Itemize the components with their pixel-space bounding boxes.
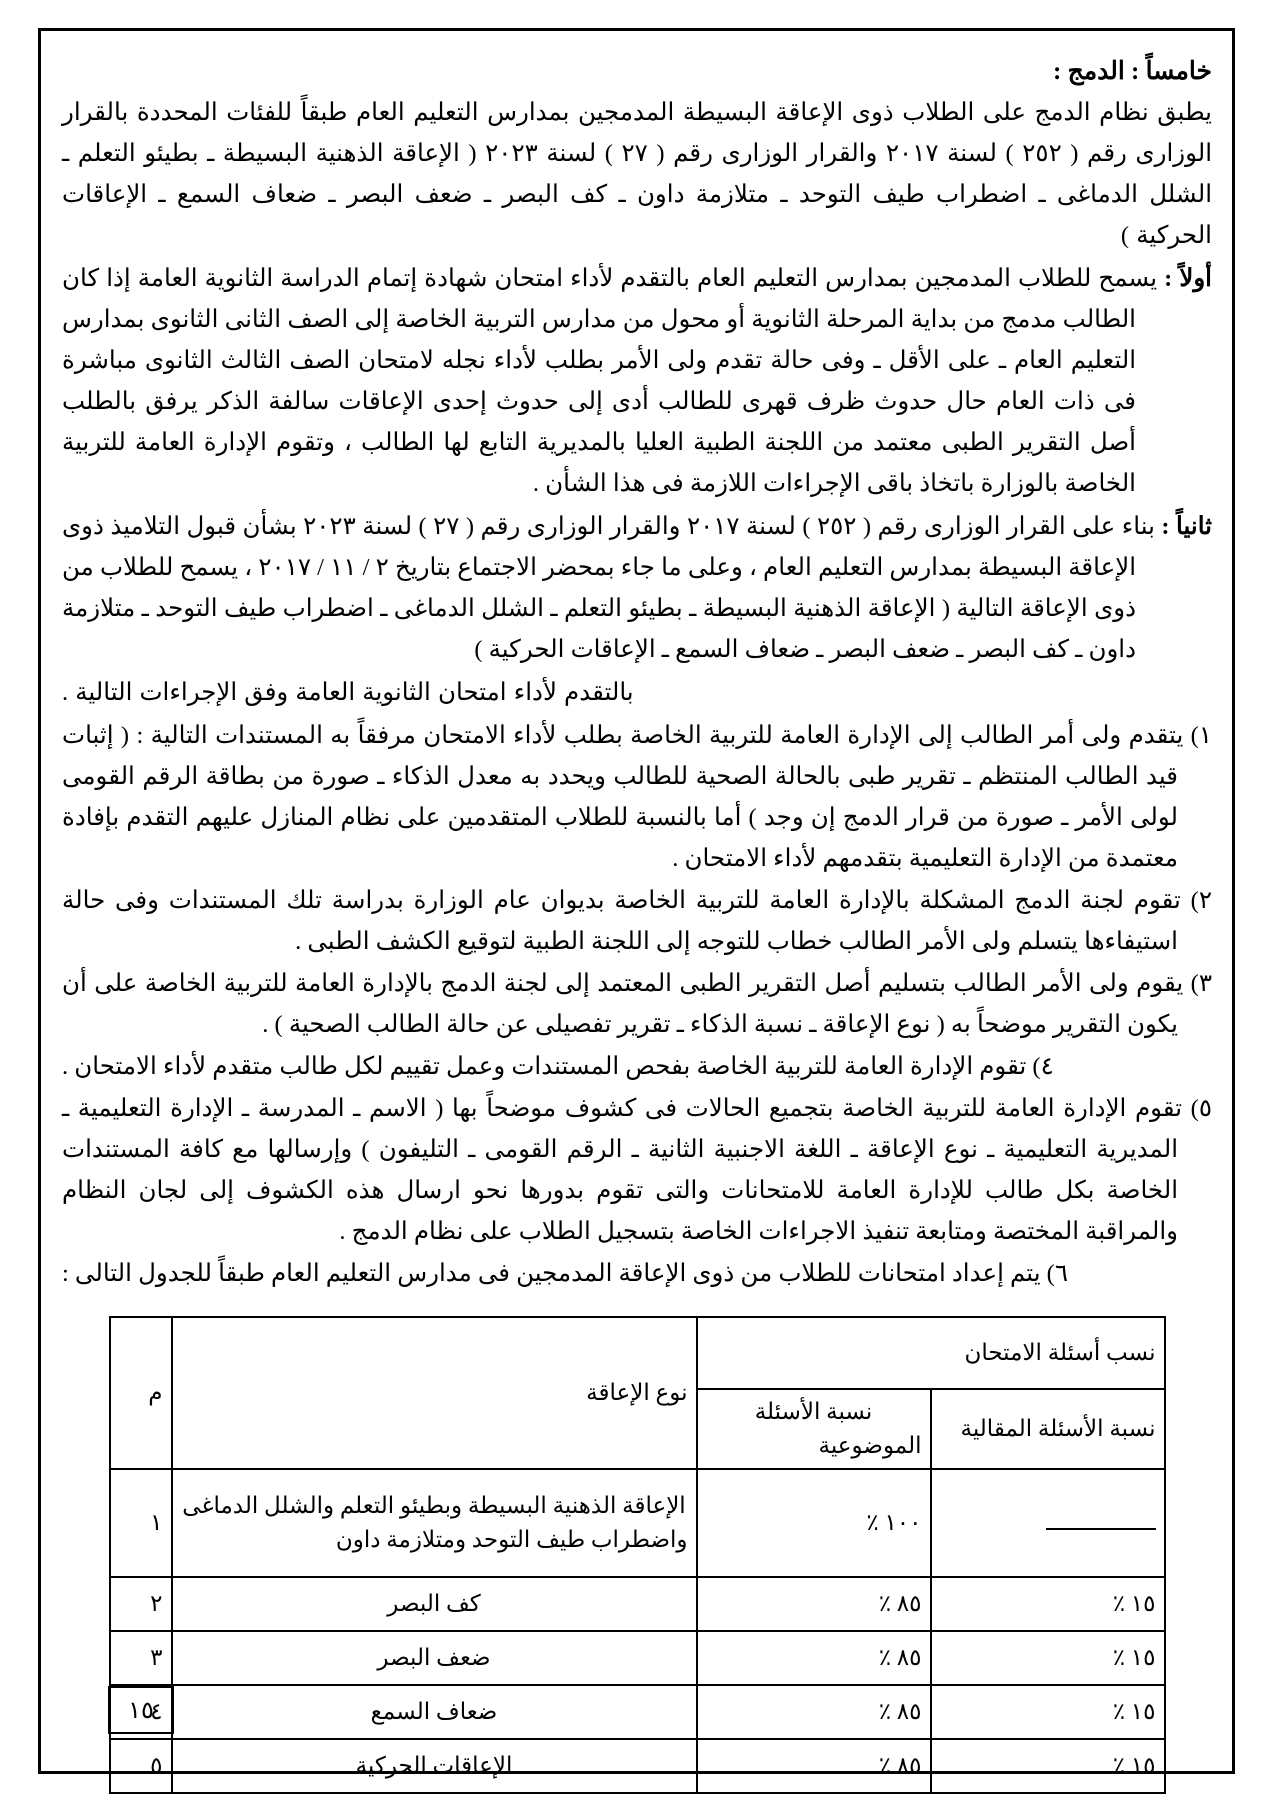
page-number: ١٥ [108,1686,174,1734]
cell-essay-ratio: ١٥ ٪ [931,1685,1165,1739]
cell-serial: ٢ [110,1577,172,1631]
list-number-1: ١) [1190,722,1212,749]
list-text-4: تقوم الإدارة العامة للتربية الخاصة بفحص المستندات وعمل تقييم لكل طالب متقدم لأداء الامتحان . [62,1053,1027,1080]
cell-essay-ratio: ١٥ ٪ [931,1631,1165,1685]
intro-paragraph: يطبق نظام الدمج على الطلاب ذوى الإعاقة البسيطة المدمجين بمدارس التعليم العام طبقاً للفئات المحددة بالقرار الوزارى رقم ( ٢٥٢ ) لسنة ٢٠١٧ والقرار الوزارى رقم ( ٢٧ ) لسنة ٢٠٢٣ ( الإعاقة الذهنية البسيطة ـ بطيئو التعلم ـ الشلل الدماغى ـ اضطراب طيف التوحد ـ متلازمة داون ـ كف البصر ـ ضعف البصر ـ ضعاف السمع ـ الإعاقات الحركية ) [62,99,1213,249]
list-text-6: يتم إعداد امتحانات للطلاب من ذوى الإعاقة المدمجين فى مدارس التعليم العام طبقاً للجدول التالى : [62,1260,1041,1287]
clause-thaniyan [62,506,1212,670]
cell-disability-type: كف البصر [172,1577,697,1631]
list-item-2 [62,880,1212,962]
cell-objective-ratio: ١٠٠ ٪ [697,1469,931,1577]
clause-label-thaniyan: ثانياً : [1161,513,1212,540]
table-header-row-top [110,1317,1165,1389]
procedures-lead: بالتقدم لأداء امتحان الثانوية العامة وفق الإجراءات التالية . [62,679,634,706]
cell-disability-type: ضعف البصر [172,1631,697,1685]
cell-objective-ratio: ٨٥ ٪ [697,1685,931,1739]
header-essay-ratio: نسبة الأسئلة المقالية [931,1389,1165,1469]
cell-objective-ratio: ٨٥ ٪ [697,1739,931,1793]
list-item-3 [62,963,1212,1045]
table-row [110,1739,1165,1793]
dash-icon [1046,1511,1156,1530]
header-disability-type: نوع الإعاقة [172,1317,697,1469]
clause-text-awwalan: يسمح للطلاب المدمجين بمدارس التعليم العام بالتقدم لأداء امتحان شهادة إتمام الدراسة الثانوية العامة إذا كان الطالب مدمج من بداية المرحلة الثانوية أو محول من مدارس التربية الخاصة إلى الصف الثانى الثانوى بمدارس التعليم العام ـ على الأقل ـ وفى حالة تقدم ولى الأمر بطلب لأداء نجله لامتحان الصف الثالث الثانوى مباشرة فى ذات العام حال حدوث ظرف قهرى للطالب أدى إلى حدوث إحدى الإعاقات سالفة الذكر يرفق بالطلب أصل التقرير الطبى معتمد من اللجنة الطبية العليا بالمديرية التابع لها الطالب ، وتقوم الإدارة العامة للتربية الخاصة بالوزارة باتخاذ باقى الإجراءات اللازمة فى هذا الشأن . [62,265,1158,497]
list-item-1 [62,715,1212,879]
list-number-6: ٦) [1046,1260,1068,1287]
cell-objective-ratio: ٨٥ ٪ [697,1577,931,1631]
list-text-3: يقوم ولى الأمر الطالب بتسليم أصل التقرير الطبى المعتمد إلى لجنة الدمج بالإدارة العامة للتربية الخاصة على أن يكون التقرير موضحاً به ( نوع الإعاقة ـ نسبة الذكاء ـ تقرير تفصيلى عن حالة الطالب الصحية ) . [62,970,1184,1038]
list-text-1: يتقدم ولى أمر الطالب إلى الإدارة العامة للتربية الخاصة بطلب لأداء الامتحان مرفقاً به المستندات التالية : ( إثبات قيد الطالب المنتظم ـ تقرير طبى بالحالة الصحية للطالب ويحدد به معدل الذكاء ـ صورة من بطاقة الرقم القومى لولى الأمر ـ صورة من قرار الدمج إن وجد ) أما بالنسبة للطلاب المتقدمين على نظام المنازل عليهم التقدم بإفادة معتمدة من الإدارة التعليمية بتقدمهم لأداء الامتحان . [62,722,1184,872]
document-content [62,56,1212,1794]
list-number-4: ٤) [1032,1053,1054,1080]
list-item-6 [62,1253,1212,1294]
table-row [110,1631,1165,1685]
header-objective-ratio: نسبة الأسئلة الموضوعية [697,1389,931,1469]
list-item-5 [62,1088,1212,1252]
cell-serial: ٥ [110,1739,172,1793]
table-container [62,1316,1212,1794]
cell-disability-type: ضعاف السمع [172,1685,697,1739]
clause-text-thaniyan: بناء على القرار الوزارى رقم ( ٢٥٢ ) لسنة ٢٠١٧ والقرار الوزارى رقم ( ٢٧ ) لسنة ٢٠٢٣ بشأن قبول التلاميذ ذوى الإعاقة البسيطة بمدارس التعليم العام ، وعلى ما جاء بمحضر الاجتماع بتاريخ ٢ / ١١ / ٢٠١٧ ، يسمح للطلاب من ذوى الإعاقة التالية ( الإعاقة الذهنية البسيطة ـ بطيئو التعلم ـ الشلل الدماغى ـ اضطراب طيف التوحد ـ متلازمة داون ـ كف البصر ـ ضعف البصر ـ ضعاف السمع ـ الإعاقات الحركية ) [62,513,1155,663]
list-text-5: تقوم الإدارة العامة للتربية الخاصة بتجميع الحالات فى كشوف موضحاً بها ( الاسم ـ المدرسة ـ الإدارة التعليمية ـ المديرية التعليمية ـ نوع الإعاقة ـ اللغة الاجنبية الثانية ـ الرقم القومى ـ التليفون ) وإرسالها مع كافة المستندات الخاصة بكل طالب للإدارة العامة للامتحانات والتى تقوم بدورها نحو ارسال هذه الكشوف إلى لجان النظام والمراقبة المختصة ومتابعة تنفيذ الاجراءات الخاصة بتسجيل الطلاب على نظام الدمج . [62,1095,1183,1245]
cell-serial: ٣ [110,1631,172,1685]
cell-disability-type: الإعاقات الحركية [172,1739,697,1793]
cell-disability-type: الإعاقة الذهنية البسيطة وبطيئو التعلم والشلل الدماغى واضطراب طيف التوحد ومتلازمة داون [172,1469,697,1577]
header-ratios-group: نسب أسئلة الامتحان [697,1317,1165,1389]
list-text-2: تقوم لجنة الدمج المشكلة بالإدارة العامة للتربية الخاصة بديوان عام الوزارة بدراسة تلك المستندات وفى حالة استيفاءها يتسلم ولى الأمر الطالب خطاب للتوجه إلى اللجنة الطبية لتوقيع الكشف الطبى . [62,887,1181,955]
list-item-4 [62,1046,1212,1087]
list-number-5: ٥) [1190,1095,1213,1122]
cell-serial: ٤ [110,1685,172,1739]
list-number-3: ٣) [1190,970,1212,997]
header-serial: م [110,1317,172,1469]
table-row [110,1469,1165,1577]
cell-essay-ratio [931,1469,1165,1577]
section-heading: خامساً : الدمج : [1053,58,1212,85]
list-number-2: ٢) [1190,887,1213,914]
cell-objective-ratio: ٨٥ ٪ [697,1631,931,1685]
exam-ratios-table [109,1316,1166,1794]
cell-serial: ١ [110,1469,172,1577]
clause-awwalan [62,258,1212,504]
cell-essay-ratio: ١٥ ٪ [931,1739,1165,1793]
table-row [110,1685,1165,1739]
table-row [110,1577,1165,1631]
cell-essay-ratio: ١٥ ٪ [931,1577,1165,1631]
clause-label-awwalan: أولاً : [1164,265,1212,292]
